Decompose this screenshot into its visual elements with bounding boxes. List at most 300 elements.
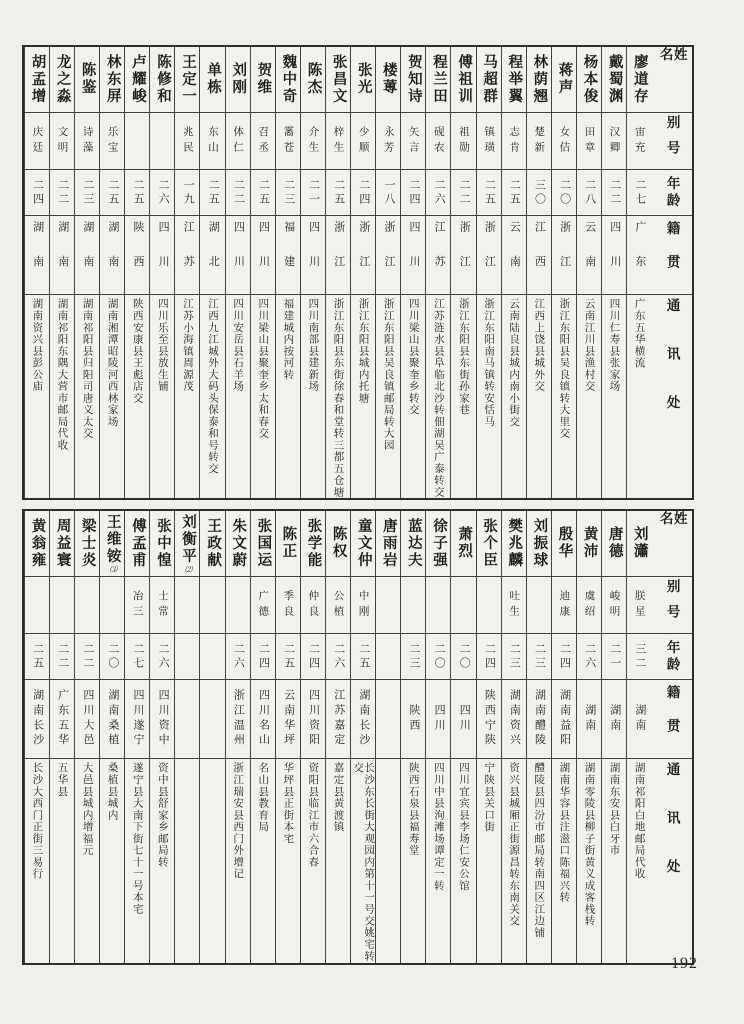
entry-age-cell (75, 634, 99, 680)
entry-name: 黄沛 (581, 526, 598, 561)
entry-alias: 峻明 (608, 589, 621, 621)
entry-age: 二四 (483, 642, 496, 671)
entry-alias: 迪康 (558, 589, 571, 621)
entry-address: 四川仁寿县张家场 (608, 298, 621, 393)
roster-entry-column (199, 511, 224, 963)
entry-name-cell (251, 47, 275, 113)
entry-name-cell (326, 47, 350, 113)
entry-native-place: 福建 (282, 220, 295, 290)
entry-native-place-cell (401, 680, 425, 759)
entry-name: 梁士炎 (79, 517, 96, 570)
entry-age-cell (477, 170, 501, 216)
entry-native-place: 浙江 (558, 220, 571, 290)
entry-native-place-cell (200, 216, 224, 295)
entry-address: 名山县教育局 (257, 761, 270, 833)
entry-name: 张中惶 (154, 517, 171, 570)
entry-native-place-cell (276, 680, 300, 759)
entry-alias-cell (326, 577, 350, 634)
entry-name-cell (376, 47, 400, 113)
entry-age-cell (226, 170, 250, 216)
entry-native-place-cell (426, 680, 450, 759)
roster-entry-column (375, 511, 400, 963)
entry-native-place-cell (125, 680, 149, 759)
roster-entry-column (99, 47, 124, 498)
entry-address-cell (552, 759, 576, 963)
entry-address: 江西上饶县城外交 (533, 298, 546, 393)
entry-name-cell (25, 47, 49, 113)
entry-alias-cell (627, 577, 651, 634)
entry-age-cell (477, 634, 501, 680)
entry-native-place: 浙江 (357, 220, 370, 290)
entry-name-cell (477, 511, 501, 577)
entry-alias: 士常 (156, 589, 169, 621)
entry-native-place-cell (602, 216, 626, 295)
entry-name-cell (125, 511, 149, 577)
entry-native-place-cell (251, 680, 275, 759)
entry-alias-cell (401, 113, 425, 170)
header-address-label: 通讯处 (664, 298, 680, 444)
entry-age-cell (376, 634, 400, 680)
entry-native-place-cell (175, 680, 199, 759)
entry-alias: 矢言 (407, 125, 420, 157)
entry-age-cell (251, 634, 275, 680)
entry-address-cell (200, 295, 224, 498)
entry-age: 二三 (81, 178, 94, 207)
entry-alias-cell (150, 113, 174, 170)
entry-age: 二二 (81, 642, 94, 671)
entry-age: 二六 (433, 178, 446, 207)
entry-name: 陈权 (330, 526, 347, 561)
roster-entry-column (149, 511, 174, 963)
entry-address-cell (276, 759, 300, 963)
entry-alias-cell (125, 113, 149, 170)
entry-native-place: 湖南 (81, 220, 94, 290)
entry-native-place-cell (125, 216, 149, 295)
entry-native-place-cell (627, 216, 651, 295)
entry-address: 浙江东阳县东街徐春和堂转三都五仓塘 (332, 298, 345, 498)
roster-entry-column (425, 47, 450, 498)
entry-name-cell (552, 511, 576, 577)
entry-address: 湖南祁阳县归阳司唐义太交 (81, 298, 94, 440)
entry-age: 二〇 (458, 642, 471, 671)
entry-address: 宁陕县关口街 (483, 761, 496, 833)
entry-address-cell (477, 759, 501, 963)
entry-alias-cell (552, 113, 576, 170)
roster-entry-column (375, 47, 400, 498)
entry-native-place-cell (401, 216, 425, 295)
header-alias-label: 别号 (664, 115, 680, 167)
entry-age-cell (376, 170, 400, 216)
entry-alias-cell (401, 577, 425, 634)
entry-age: 二五 (132, 178, 145, 207)
entry-alias-cell (426, 113, 450, 170)
entry-native-place: 云南华坪 (282, 689, 295, 749)
entry-alias: 冶三 (131, 589, 144, 621)
entry-alias-cell (376, 113, 400, 170)
entry-age-cell (25, 170, 49, 216)
roster-entry-column (350, 511, 375, 963)
roster-entry-column (124, 511, 149, 963)
entry-address-cell (251, 295, 275, 498)
header-native-place-label: 籍贯 (664, 685, 680, 753)
entry-address: 长沙大西门正街三易行 (31, 761, 44, 880)
entry-age: 二六 (157, 178, 170, 207)
entry-address: 四川乐至县放生铺 (156, 298, 169, 393)
entry-alias-cell (175, 577, 199, 634)
entry-name-cell (150, 47, 174, 113)
entry-age: 二五 (332, 178, 345, 207)
roster-entry-column (300, 47, 325, 498)
entry-alias-cell (251, 113, 275, 170)
entry-age-cell (502, 170, 526, 216)
entry-name-cell (301, 511, 325, 577)
entry-name: 唐德 (606, 526, 623, 561)
entry-address: 浙江东阳县东街孙家巷 (457, 298, 470, 416)
entry-name: 张昌文 (330, 53, 347, 106)
roster-entry-column (24, 511, 49, 963)
entry-native-place-cell (451, 680, 475, 759)
entry-native-place: 湖南醴陵 (533, 689, 546, 749)
header-name-label: 姓名 (657, 510, 687, 547)
entry-address-cell (25, 759, 49, 963)
entry-age: 二五 (483, 178, 496, 207)
entry-address-cell (125, 759, 149, 963)
entry-name-cell (451, 47, 475, 113)
entry-address-cell (451, 295, 475, 498)
entry-address: 五华县 (56, 761, 69, 798)
entry-alias-cell (301, 577, 325, 634)
entry-age: 二四 (257, 642, 270, 671)
entry-age: 二六 (583, 642, 596, 671)
entry-address: 浙江东阳县吴良镇邮局转大园 (382, 298, 395, 451)
entry-address-cell (175, 295, 199, 498)
entry-name-cell (351, 47, 375, 113)
entry-name: 魏中奇 (280, 53, 297, 106)
entry-alias-cell (527, 577, 551, 634)
roster-entry-column (601, 511, 626, 963)
entry-alias: 文明 (56, 125, 69, 157)
entry-address: 湖南资兴县彭公庙 (31, 298, 44, 393)
header-name-cell (651, 511, 692, 577)
entry-address-cell (527, 295, 551, 498)
entry-address: 湖南湘潭昭陵河西林家场 (106, 298, 119, 428)
roster-entry-column (450, 511, 475, 963)
entry-name-cell (50, 47, 74, 113)
entry-alias-cell (175, 113, 199, 170)
entry-age-cell (125, 634, 149, 680)
entry-native-place-cell (301, 216, 325, 295)
entry-name: 胡孟增 (29, 53, 46, 106)
entry-age: 二四 (408, 178, 421, 207)
entry-address-cell (100, 295, 124, 498)
roster-entry-column (476, 47, 501, 498)
entry-alias-cell (301, 113, 325, 170)
entry-alias: 镇璜 (483, 125, 496, 157)
entry-name-cell (175, 511, 199, 577)
entry-name: 张光 (355, 62, 372, 97)
entry-address: 浙江东阳县城内托塘 (357, 298, 370, 404)
entry-alias: 汉卿 (608, 125, 621, 157)
entry-age-cell (175, 634, 199, 680)
entry-address: 陕西石泉县福寿堂 (407, 761, 420, 857)
entry-alias-cell (251, 577, 275, 634)
entry-native-place: 广东五华 (56, 689, 69, 749)
entry-name: 黄翁雍 (29, 517, 46, 570)
entry-native-place-cell (351, 216, 375, 295)
entry-alias-cell (100, 577, 124, 634)
entry-name-cell (477, 47, 501, 113)
entry-native-place: 江苏 (433, 220, 446, 290)
entry-address-cell (376, 295, 400, 498)
entry-native-place-cell (527, 680, 551, 759)
entry-name-cell (25, 511, 49, 577)
entry-age: 二〇 (433, 642, 446, 671)
entry-native-place: 四川 (433, 704, 446, 734)
entry-address: 江苏涟水县阜临北沙转佃湖吴广泰转交 (432, 298, 445, 498)
entry-address-cell (50, 759, 74, 963)
entry-name: 蓝达夫 (405, 517, 422, 570)
entry-address-cell (577, 295, 601, 498)
entry-address: 华坪县正街本宅 (282, 761, 295, 845)
entry-native-place-cell (376, 680, 400, 759)
entry-address: 长沙东长街大观园内第十一号交姚宅转交 (352, 761, 376, 962)
entry-name: 林东屏 (104, 53, 121, 106)
roster-entry-column (526, 511, 551, 963)
entry-alias: 少顺 (357, 125, 370, 157)
entry-age: 二四 (558, 642, 571, 671)
entry-name: 杨本俊 (581, 53, 598, 106)
entry-age-cell (602, 170, 626, 216)
entry-alias-cell (351, 113, 375, 170)
entry-native-place-cell (502, 216, 526, 295)
roster-entry-column (400, 47, 425, 498)
roster-entry-column (425, 511, 450, 963)
entry-address-cell (100, 759, 124, 963)
entry-age-cell (451, 634, 475, 680)
entry-native-place-cell (25, 216, 49, 295)
entry-age-cell (351, 634, 375, 680)
entry-name: 傅祖训 (456, 53, 473, 106)
entry-native-place-cell (200, 680, 224, 759)
entry-name: 樊兆麟 (506, 517, 523, 570)
page-number: 192 (671, 955, 698, 972)
entry-name: 殷华 (556, 526, 573, 561)
entry-native-place: 浙江 (332, 220, 345, 290)
entry-age: 二二 (232, 178, 245, 207)
header-native-place-cell (651, 216, 692, 295)
entry-name-cell (251, 511, 275, 577)
entry-address: 广东五华横流 (633, 298, 646, 369)
entry-alias: 介生 (307, 125, 320, 157)
entry-native-place: 四川 (257, 220, 270, 290)
entry-native-place: 湖南资兴 (508, 689, 521, 749)
entry-age-cell (100, 170, 124, 216)
entry-native-place-cell (552, 680, 576, 759)
roster-entry-column (275, 47, 300, 498)
entry-name: 陈鉴 (79, 62, 96, 97)
entry-address-cell (627, 295, 651, 498)
entry-native-place-cell (627, 680, 651, 759)
entry-name: 马超群 (481, 53, 498, 106)
entry-native-place: 湖南长沙 (31, 689, 44, 749)
entry-address: 四川南部县建新场 (307, 298, 320, 393)
entry-address: 四川宜宾县李场仁安公馆 (457, 761, 470, 892)
roster-entry-column (225, 511, 250, 963)
entry-name: 戴蜀渊 (606, 53, 623, 106)
roster-entry-column (551, 47, 576, 498)
entry-name: 程兰田 (430, 53, 447, 106)
entry-alias-cell (75, 577, 99, 634)
entry-alias: 季良 (282, 589, 295, 621)
entry-name: 张学能 (305, 517, 322, 570)
entry-address-cell (351, 759, 375, 963)
entry-address: 湖南祁阳白地邮局代收 (633, 761, 646, 880)
entry-age-cell (627, 634, 651, 680)
entry-age: 二二 (608, 178, 621, 207)
entry-name-cell (527, 511, 551, 577)
entry-alias: 庆廷 (31, 125, 44, 157)
entry-alias-cell (100, 113, 124, 170)
entry-native-place: 四川资阳 (307, 689, 320, 749)
entry-native-place: 湖南益阳 (558, 689, 571, 749)
entry-address: 福建城内按河转 (282, 298, 295, 381)
entry-address-cell (50, 295, 74, 498)
entry-native-place: 浙江 (483, 220, 496, 290)
entry-age-cell (577, 170, 601, 216)
entry-age-cell (100, 634, 124, 680)
entry-age-cell (226, 634, 250, 680)
entry-name: 贺知诗 (405, 53, 422, 106)
header-age-cell (651, 170, 692, 216)
entry-age: 二五 (257, 178, 270, 207)
entry-name-cell (200, 47, 224, 113)
entry-name-cell (326, 511, 350, 577)
entry-alias: 宙充 (633, 125, 646, 157)
roster-entry-column (476, 511, 501, 963)
entry-alias: 诗藻 (81, 125, 94, 157)
entry-age: 二〇 (558, 178, 571, 207)
entry-address-cell (502, 295, 526, 498)
entry-address-cell (301, 295, 325, 498)
roster-entry-column (49, 511, 74, 963)
entry-native-place: 四川资中 (157, 689, 170, 749)
entry-native-place-cell (527, 216, 551, 295)
entry-name: 陈正 (280, 526, 297, 561)
entry-name-cell (125, 47, 149, 113)
entry-alias: 东山 (207, 125, 220, 157)
entry-alias: 仲良 (307, 589, 320, 621)
entry-native-place: 云南 (583, 220, 596, 290)
entry-native-place-cell (376, 216, 400, 295)
header-alias-label: 别号 (664, 579, 680, 631)
entry-alias: 公植 (332, 589, 345, 621)
entry-address-cell (602, 759, 626, 963)
entry-address-cell (577, 759, 601, 963)
entry-address-cell (477, 295, 501, 498)
header-alias-cell (651, 577, 692, 634)
roster-entry-column (174, 511, 199, 963)
roster-entry-column (199, 47, 224, 498)
entry-alias-cell (200, 113, 224, 170)
entry-address-cell (552, 295, 576, 498)
header-age-label: 年龄 (664, 175, 680, 210)
entry-address: 嘉定县黄渡镇 (332, 761, 345, 833)
entry-alias-cell (502, 577, 526, 634)
entry-native-place: 浙江 (458, 220, 471, 290)
entry-address: 资中县舒家乡邮局转 (156, 761, 169, 868)
entry-address-cell (200, 759, 224, 963)
entry-name: 蒋声 (556, 62, 573, 97)
entry-native-place: 陕西宁陕 (483, 689, 496, 749)
entry-age: 一八 (382, 178, 395, 207)
roster-entry-column (576, 511, 601, 963)
entry-age: 二五 (357, 642, 370, 671)
entry-native-place-cell (251, 216, 275, 295)
entry-name-cell (401, 47, 425, 113)
entry-alias: 吐生 (508, 589, 521, 621)
entry-name: 张个臣 (481, 517, 498, 570)
entry-native-place-cell (326, 216, 350, 295)
entry-address: 醴陵县四汾市邮局转南四区江边铺 (533, 761, 546, 939)
entry-address-cell (401, 295, 425, 498)
entry-alias-cell (602, 577, 626, 634)
entry-alias-cell (276, 113, 300, 170)
entry-address-cell (527, 759, 551, 963)
roster-entry-column (149, 47, 174, 498)
entry-name: 童文仲 (355, 517, 372, 570)
entry-native-place-cell (175, 216, 199, 295)
entry-address: 云南江川县渔村交 (583, 298, 596, 393)
entry-native-place: 陕西 (408, 704, 421, 734)
entry-native-place: 浙江温州 (232, 689, 245, 749)
entry-name-cell (502, 511, 526, 577)
entry-address-cell (25, 295, 49, 498)
entry-age-cell (451, 170, 475, 216)
entry-native-place: 江西 (533, 220, 546, 290)
entry-age: 二八 (583, 178, 596, 207)
entry-alias-cell (125, 577, 149, 634)
entry-age-cell (577, 634, 601, 680)
entry-native-place: 陕西 (132, 220, 145, 290)
entry-name-cell (502, 47, 526, 113)
entry-address-cell (226, 759, 250, 963)
entry-age-cell (175, 170, 199, 216)
entry-native-place-cell (326, 680, 350, 759)
entry-native-place: 湖南 (56, 220, 69, 290)
entry-address: 遂宁县大南下街七十一号本宅 (131, 761, 144, 915)
entry-alias-cell (376, 577, 400, 634)
entry-address-cell (226, 295, 250, 498)
entry-alias-cell (226, 577, 250, 634)
entry-native-place: 湖南 (608, 704, 621, 734)
roster-entry-column (250, 511, 275, 963)
entry-name: 刘瀟 (631, 526, 648, 561)
entry-age-cell (627, 170, 651, 216)
entry-name: 单栋 (205, 62, 222, 97)
entry-native-place: 浙江 (382, 220, 395, 290)
entry-name-cell (100, 511, 124, 577)
entry-native-place-cell (577, 216, 601, 295)
roster-table-bottom (22, 509, 694, 965)
entry-name-cell (276, 47, 300, 113)
entry-name: 贺维 (255, 62, 272, 97)
entry-address-cell (401, 759, 425, 963)
entry-native-place-cell (75, 680, 99, 759)
entry-native-place: 湖北 (207, 220, 220, 290)
entry-age-cell (276, 170, 300, 216)
entry-name-cell (376, 511, 400, 577)
entry-alias-cell (477, 577, 501, 634)
